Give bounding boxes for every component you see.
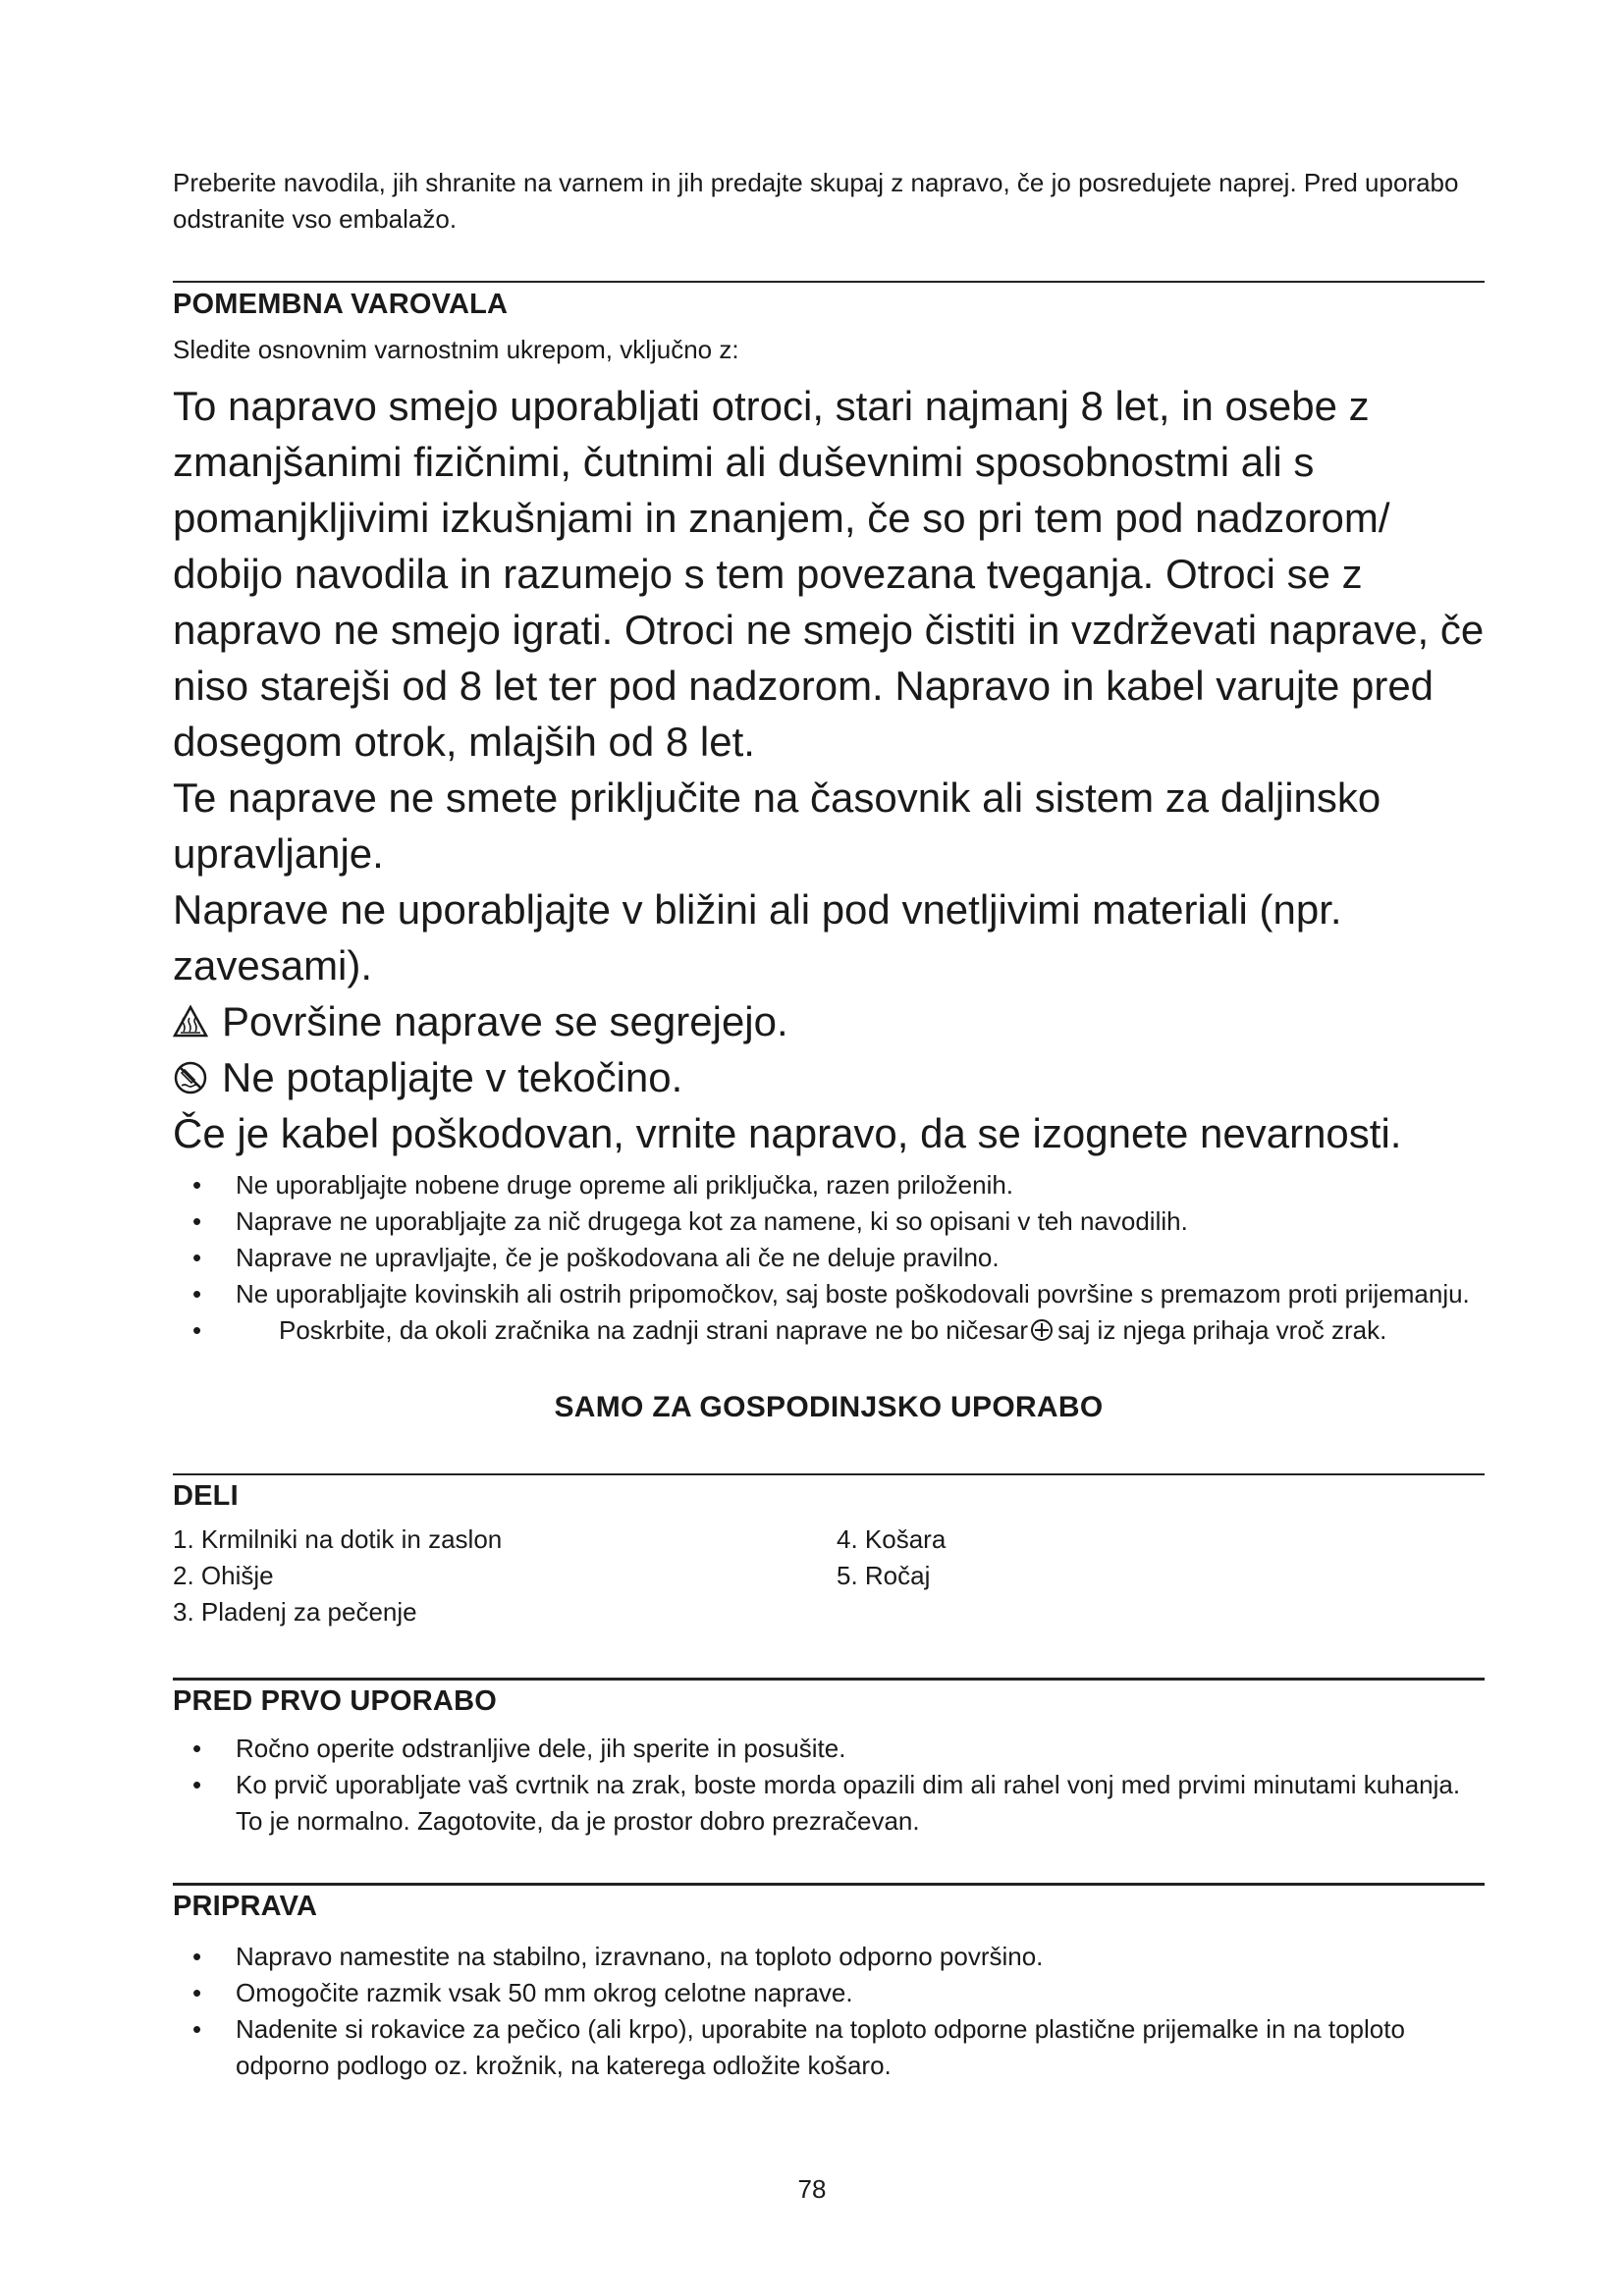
divider [173,1473,1485,1475]
intro-text: Preberite navodila, jih shranite na varnem in jih predajte skupaj z napravo, če jo posredujete naprej. Pred uporabo odstranite vso embalažo. [173,168,1459,234]
safety-bullet-list [173,1167,1485,1349]
divider [173,1678,1485,1681]
no-immersion-icon [173,1060,208,1095]
list-item: 3. Pladenj za pečenje [173,1597,417,1627]
page-number: 78 [797,2174,827,2204]
divider [173,281,1485,283]
safety-warnings [173,378,1485,1161]
list-item: 1. Krmilniki na dotik in zaslon [173,1524,503,1554]
list-item: • Napravo namestite na stabilno, izravnano, na toploto odporno površino. [192,1942,1044,1971]
safety-heading: POMEMBNA VAROVALA [173,289,509,320]
divider [173,1883,1485,1886]
first-use-heading: PRED PRVO UPORABO [173,1685,497,1717]
list-item: • Omogočite razmik vsak 50 mm okrog celotne naprave. [192,1978,853,2007]
parts-column-right [837,1522,946,1594]
no-immersion-text: Ne potapljajte v tekočino. [222,1054,683,1100]
warning-children: To napravo smejo uporabljati otroci, stari najmanj 8 let, in osebe z zmanjšanimi fizičnimi, čutnimi ali duševnimi sposobnostmi ali s pomanjkljivimi izkušnjami in znanjem, če so pri tem pod nadzorom/ dobijo navodila in razumejo s tem povezana tveganja. Otroci se z napravo ne smejo igrati. Otroci ne smejo čistiti in vzdrževati naprave, če niso starejši od 8 let ter pod nadzorom. Napravo in kabel varujte pred dosegom otrok, mlajših od 8 let. [173,383,1485,765]
parts-column-left [173,1522,502,1630]
list-item: • Naprave ne upravljajte, če je poškodovana ali če ne deluje pravilno. [192,1243,1000,1272]
first-use-list [173,1731,1485,1840]
list-item: • Nadenite si rokavice za pečico (ali krpo), uporabite na toploto odporne plastične prijemalke in na toploto odporno podlogo oz. krožnik, na katerega odložite košaro. [192,2014,1405,2080]
list-item: • Poskrbite, da okoli zračnika na zadnji strani naprave ne bo ničesar saj iz njega prihaja vroč zrak. [192,1315,1387,1345]
household-use-only: SAMO ZA GOSPODINJSKO UPORABO [554,1391,1104,1423]
list-item: • Ne uporabljajte kovinskih ali ostrih pripomočkov, saj boste poškodovali površine s premazom proti prijemanju. [192,1279,1470,1308]
safety-subtitle: Sledite osnovnim varnostnim ukrepom, vključno z: [173,335,739,364]
preparation-list [173,1939,1485,2084]
list-item: • Ko prvič uporabljate vaš cvrtnik na zrak, boste morda opazili dim ali rahel vonj med prvimi minutami kuhanja. To je normalno. Zagotovite, da je prostor dobro prezračevan. [192,1770,1461,1836]
warning-timer: Te naprave ne smete priključite na časovnik ali sistem za daljinsko upravljanje. [173,774,1381,877]
list-item: • Ročno operite odstranljive dele, jih sperite in posušite. [192,1734,846,1763]
air-vent-icon [1030,1318,1054,1342]
list-item: • Ne uporabljajte nobene druge opreme ali priključka, razen priloženih. [192,1170,1014,1200]
warning-no-immersion [173,1049,1485,1105]
hot-surface-text: Površine naprave se segrejejo. [222,998,788,1044]
parts-heading: DELI [173,1480,239,1512]
list-item: 2. Ohišje [173,1561,274,1590]
list-item: • Naprave ne uporabljajte za nič drugega kot za namene, ki so opisani v teh navodilih. [192,1206,1188,1236]
warning-hot-surface [173,993,1485,1049]
hot-surface-warning-icon [173,1004,208,1040]
warning-flammable: Naprave ne uporabljajte v bližini ali pod vnetljivimi materiali (npr. zavesami). [173,886,1342,988]
preparation-heading: PRIPRAVA [173,1891,318,1922]
warning-cable: Če je kabel poškodovan, vrnite napravo, da se izognete nevarnosti. [173,1110,1402,1156]
list-item: 4. Košara [837,1524,947,1554]
list-item: 5. Ročaj [837,1561,931,1590]
